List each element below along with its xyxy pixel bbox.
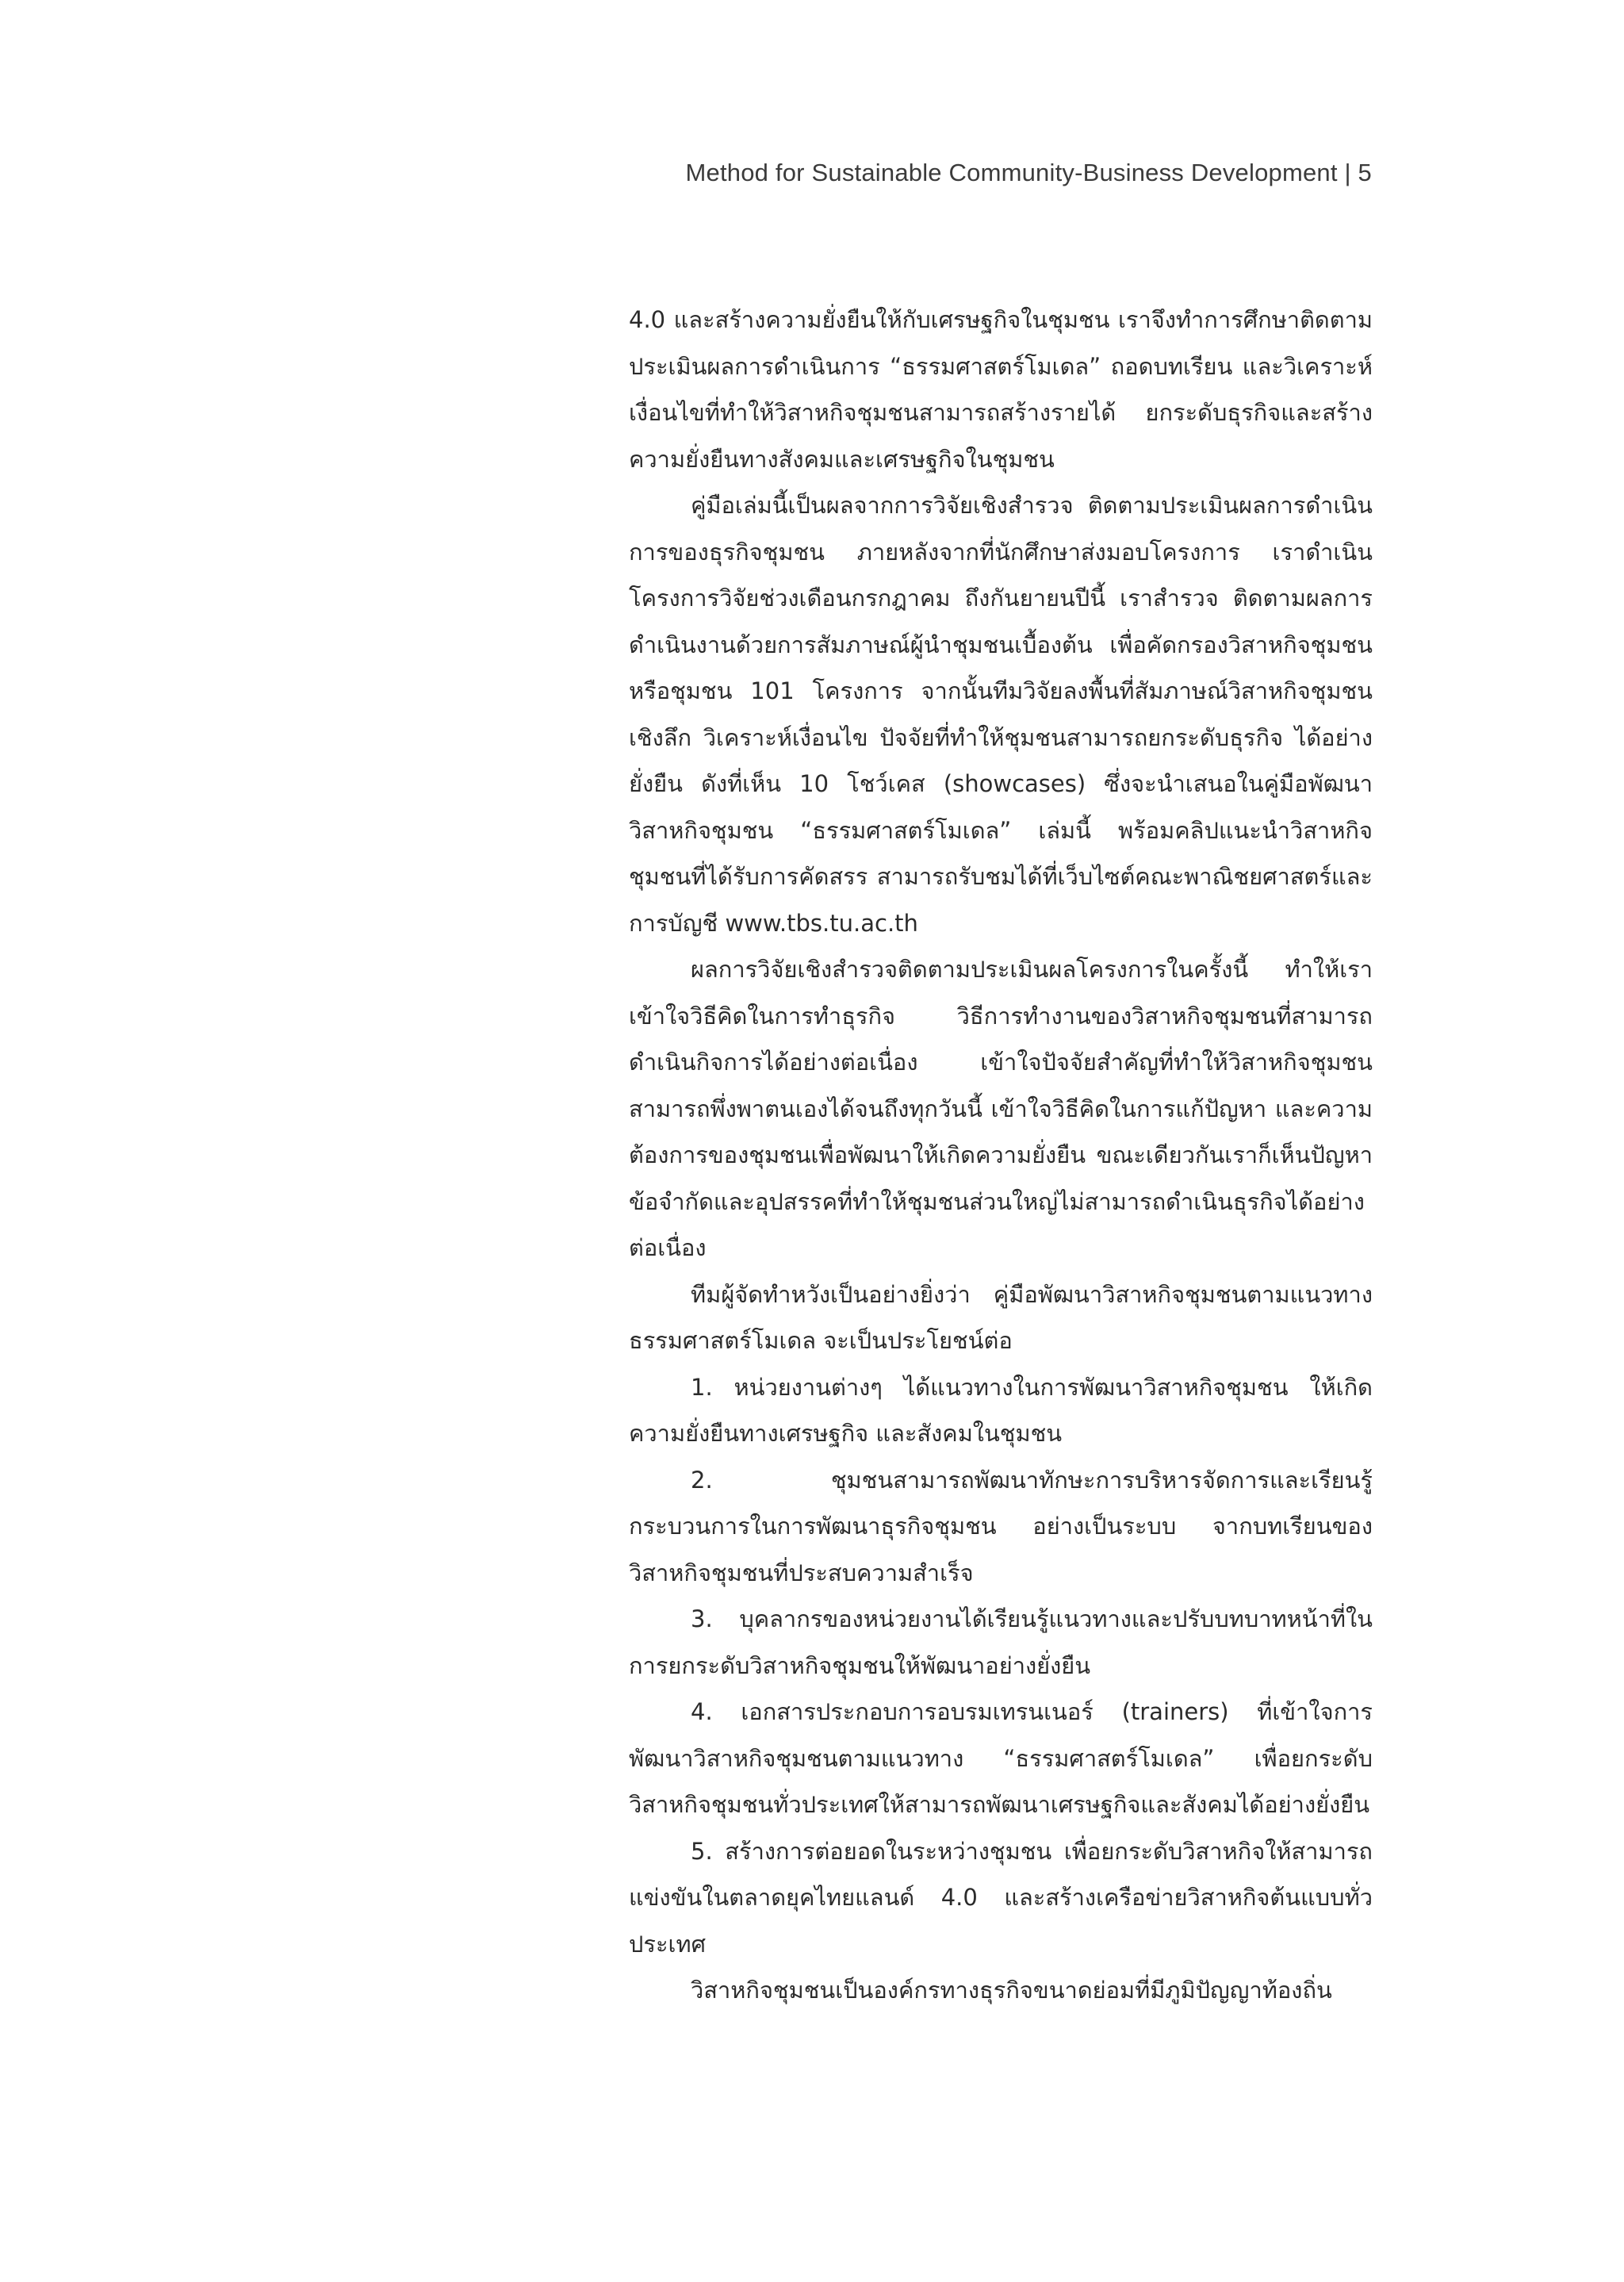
body-text bbox=[629, 297, 1373, 2014]
paragraph-team-hopes: ทีมผู้จัดทำหวังเป็นอย่างยิ่งว่า คู่มือพัฒนาวิสาหกิจชุมชนตามแนวทางธรรมศาสตร์โมเดล จะเป็นประโยชน์ต่อ bbox=[629, 1280, 1373, 1354]
list-item-1: 1. หน่วยงานต่างๆ ได้แนวทางในการพัฒนาวิสาหกิจชุมชน ให้เกิดความยั่งยืนทางเศรษฐกิจ และสังคมในชุมชน bbox=[629, 1373, 1373, 1447]
running-header: Method for Sustainable Community-Business Development | 5 bbox=[685, 159, 1372, 186]
paragraph-research-overview: คู่มือเล่มนี้เป็นผลจากการวิจัยเชิงสำรวจ ติดตามประเมินผลการดำเนินการของธุรกิจชุมชน ภายหลังจากที่นักศึกษาส่งมอบโครงการ เราดำเนินโครงการวิจัยช่วงเดือนกรกฎาคม ถึงกันยายนปีนี้ เราสำรวจ ติดตามผลการดำเนินงานด้วยการสัมภาษณ์ผู้นำชุมชนเบื้องต้น เพื่อคัดกรองวิสาหกิจชุมชนหรือชุมชน 101 โครงการ จากนั้นทีมวิจัยลงพื้นที่สัมภาษณ์วิสาหกิจชุมชนเชิงลึก วิเคราะห์เงื่อนไข ปัจจัยที่ทำให้ชุมชนสามารถยกระดับธุรกิจ ได้อย่างยั่งยืน ดังที่เห็น 10 โชว์เคส (showcases) ซึ่งจะนำเสนอในคู่มือพัฒนาวิสาหกิจชุมชน “ธรรมศาสตร์โมเดล” เล่มนี้ พร้อมคลิปแนะนำวิสาหกิจชุมชนที่ได้รับการคัดสรร สามารถรับชมได้ที่เว็บไซต์คณะพาณิชยศาสตร์และการบัญชี www.tbs.tu.ac.th bbox=[629, 492, 1373, 937]
paragraph-community-enterprise: วิสาหกิจชุมชนเป็นองค์กรทางธุรกิจขนาดย่อมที่มีภูมิปัญญาท้องถิ่น bbox=[691, 1977, 1332, 2004]
paragraph-continuation: 4.0 และสร้างความยั่งยืนให้กับเศรษฐกิจในชุมชน เราจึงทำการศึกษาติดตามประเมินผลการดำเนินการ “ธรรมศาสตร์โมเดล” ถอดบทเรียน และวิเคราะห์เงื่อนไขที่ทำให้วิสาหกิจชุมชนสามารถสร้างรายได้ ยกระดับธุรกิจและสร้างความยั่งยืนทางสังคมและเศรษฐกิจในชุมชน bbox=[629, 306, 1373, 473]
list-item-2: 2. ชุมชนสามารถพัฒนาทักษะการบริหารจัดการและเรียนรู้กระบวนการในการพัฒนาธุรกิจชุมชน อย่างเป็นระบบ จากบทเรียนของวิสาหกิจชุมชนที่ประสบความสำเร็จ bbox=[629, 1466, 1373, 1586]
list-item-5: 5. สร้างการต่อยอดในระหว่างชุมชน เพื่อยกระดับวิสาหกิจให้สามารถแข่งขันในตลาดยุคไทยแลนด์ 4.0 และสร้างเครือข่ายวิสาหกิจต้นแบบทั่วประเทศ bbox=[629, 1837, 1373, 1958]
list-item-3: 3. บุคลากรของหน่วยงานได้เรียนรู้แนวทางและปรับบทบาทหน้าที่ในการยกระดับวิสาหกิจชุมชนให้พัฒนาอย่างยั่งยืน bbox=[629, 1605, 1373, 1679]
paragraph-research-findings: ผลการวิจัยเชิงสำรวจติดตามประเมินผลโครงการในครั้งนี้ ทำให้เราเข้าใจวิธีคิดในการทำธุรกิจ วิธีการทำงานของวิสาหกิจชุมชนที่สามารถดำเนินกิจการได้อย่างต่อเนื่อง เข้าใจปัจจัยสำคัญที่ทำให้วิสาหกิจชุมชนสามารถพึ่งพาตนเองได้จนถึงทุกวันนี้ เข้าใจวิธีคิดในการแก้ปัญหา และความต้องการของชุมชนเพื่อพัฒนาให้เกิดความยั่งยืน ขณะเดียวกันเราก็เห็นปัญหา ข้อจำกัดและอุปสรรคที่ทำให้ชุมชนส่วนใหญ่ไม่สามารถดำเนินธุรกิจได้อย่างต่อเนื่อง bbox=[629, 956, 1373, 1261]
list-item-4: 4. เอกสารประกอบการอบรมเทรนเนอร์ (trainers) ที่เข้าใจการพัฒนาวิสาหกิจชุมชนตามแนวทาง “ธรรมศาสตร์โมเดล” เพื่อยกระดับวิสาหกิจชุมชนทั่วประเทศให้สามารถพัฒนาเศรษฐกิจและสังคมได้อย่างยั่งยืน bbox=[629, 1698, 1373, 1818]
